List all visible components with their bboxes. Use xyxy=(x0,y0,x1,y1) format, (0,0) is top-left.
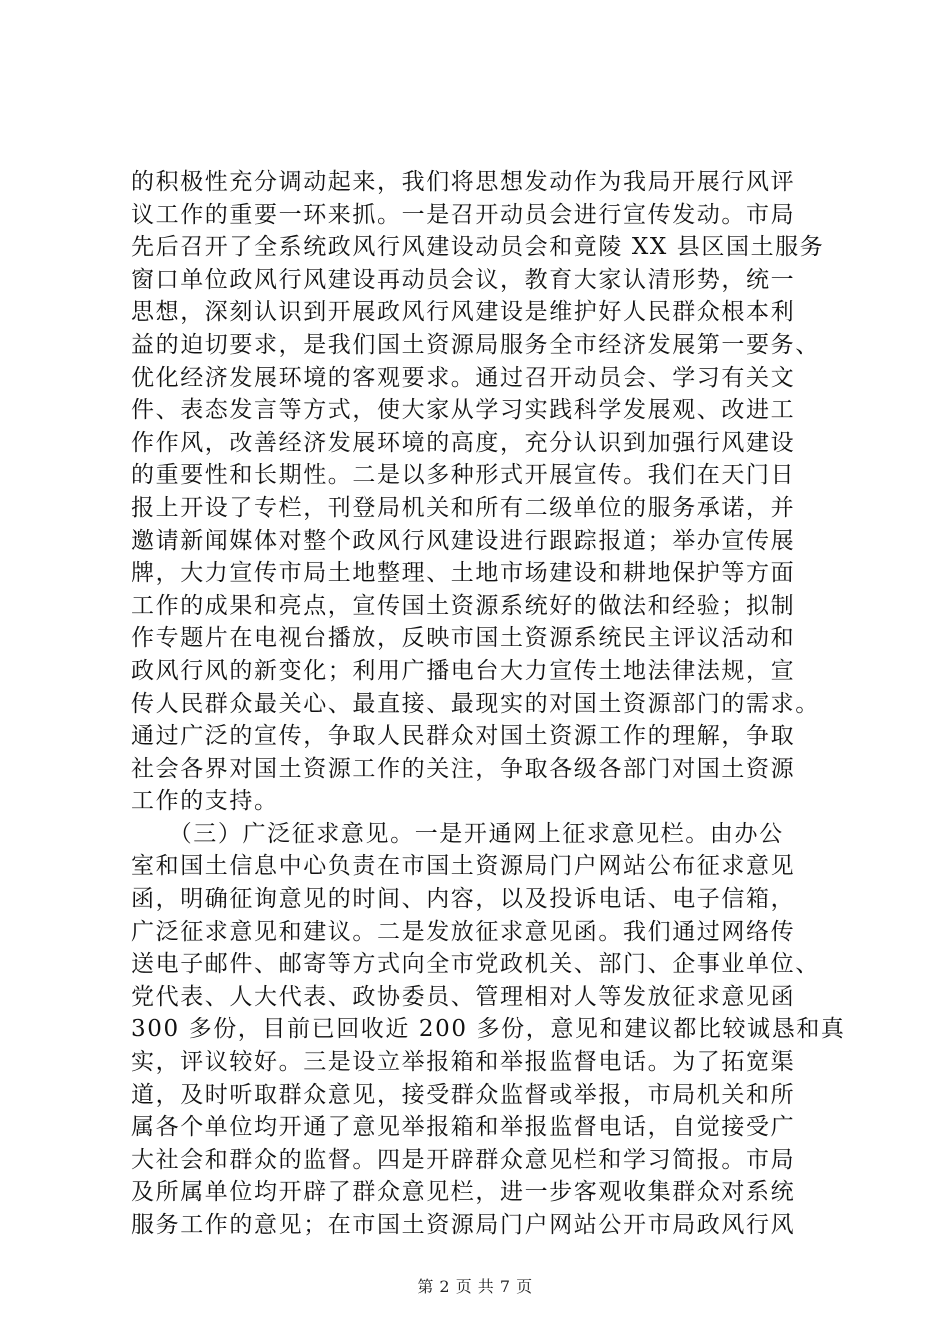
text-line: 室和国土信息中心负责在市国土资源局门户网站公布征求意见 xyxy=(131,853,796,880)
text-line: 牌，大力宣传市局土地整理、土地市场建设和耕地保护等方面 xyxy=(131,560,796,587)
text-line: 作作风，改善经济发展环境的高度，充分认识到加强行风建设 xyxy=(131,429,796,456)
text-line: 益的迫切要求，是我们国土资源局服务全市经济发展第一要务、 xyxy=(131,331,820,358)
text-line: 送电子邮件、邮寄等方式向全市党政机关、部门、企事业单位、 xyxy=(131,951,820,978)
text-line: 道，及时听取群众意见，接受群众监督或举报，市局机关和所 xyxy=(131,1081,796,1108)
text-line: （三）广泛征求意见。一是开通网上征求意见栏。由办公 xyxy=(131,820,784,847)
text-line: 思想，深刻认识到开展政风行风建设是维护好人民群众根本利 xyxy=(131,299,796,326)
text-line: 的积极性充分调动起来，我们将思想发动作为我局开展行风评 xyxy=(131,169,796,195)
text-line: 政风行风的新变化；利用广播电台大力宣传土地法律法规，宣 xyxy=(131,657,796,684)
text-line: 传人民群众最关心、最直接、最现实的对国土资源部门的需求。 xyxy=(131,690,820,717)
text-line: 工作的成果和亮点，宣传国土资源系统好的做法和经验；拟制 xyxy=(131,592,796,619)
text-line: 大社会和群众的监督。四是开辟群众意见栏和学习简报。市局 xyxy=(131,1146,796,1173)
text-line: 件、表态发言等方式，使大家从学习实践科学发展观、改进工 xyxy=(131,397,796,424)
text-line: 社会各界对国土资源工作的关注，争取各级各部门对国土资源 xyxy=(131,755,796,782)
text-line: 党代表、人大代表、政协委员、管理相对人等发放征求意见函 xyxy=(131,983,796,1010)
text-line: 服务工作的意见；在市国土资源局门户网站公开市局政风行风 xyxy=(131,1212,796,1238)
text-line: 的重要性和长期性。二是以多种形式开展宣传。我们在天门日 xyxy=(131,462,796,489)
document-body xyxy=(131,166,846,1242)
text-line: 广泛征求意见和建议。二是发放征求意见函。我们通过网络传 xyxy=(131,918,796,945)
text-line: 先后召开了全系统政风行风建设动员会和竟陵 XX 县区国土服务 xyxy=(131,234,825,261)
text-line: 通过广泛的宣传，争取人民群众对国土资源工作的理解，争取 xyxy=(131,723,796,750)
text-line: 实，评议较好。三是设立举报箱和举报监督电话。为了拓宽渠 xyxy=(131,1049,796,1076)
text-line: 工作的支持。 xyxy=(131,788,279,815)
text-line: 议工作的重要一环来抓。一是召开动员会进行宣传发动。市局 xyxy=(131,201,796,228)
text-line: 窗口单位政风行风建设再动员会议，教育大家认清形势，统一 xyxy=(131,266,796,293)
page-footer: 第 2 页 共 7 页 xyxy=(417,1277,533,1296)
text-line: 及所属单位均开辟了群众意见栏，进一步客观收集群众对系统 xyxy=(131,1179,796,1206)
text-line: 报上开设了专栏，刊登局机关和所有二级单位的服务承诺，并 xyxy=(131,494,796,521)
text-line: 优化经济发展环境的客观要求。通过召开动员会、学习有关文 xyxy=(131,364,796,391)
text-line: 邀请新闻媒体对整个政风行风建设进行跟踪报道；举办宣传展 xyxy=(131,527,796,554)
text-line: 作专题片在电视台播放，反映市国土资源系统民主评议活动和 xyxy=(131,625,796,652)
text-line: 300 多份，目前已回收近 200 多份，意见和建议都比较诚恳和真 xyxy=(131,1016,846,1043)
text-line: 函，明确征询意见的时间、内容，以及投诉电话、电子信箱， xyxy=(131,886,796,913)
text-line: 属各个单位均开通了意见举报箱和举报监督电话，自觉接受广 xyxy=(131,1114,796,1141)
